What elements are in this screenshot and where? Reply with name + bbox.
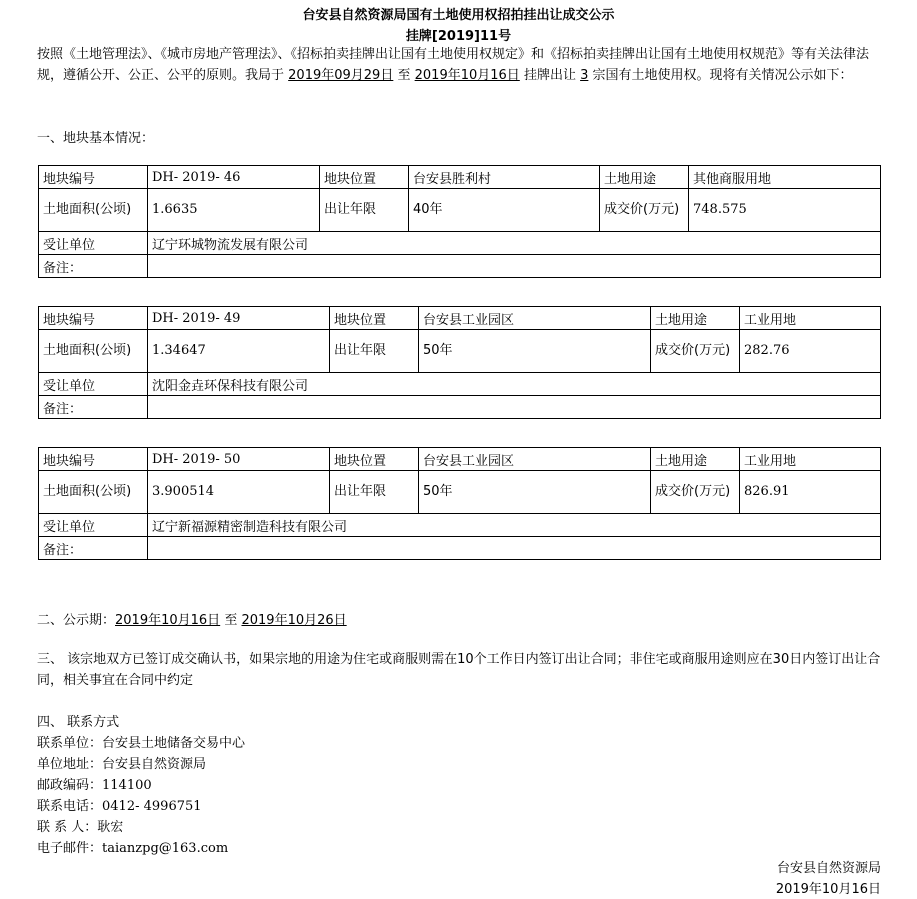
section2-end: 2019年10月26日 <box>241 613 347 628</box>
area-value: 1.34647 <box>148 330 330 373</box>
term-value: 40年 <box>409 189 600 232</box>
intro-count: 3 <box>580 68 589 83</box>
intro-start-date: 2019年09月29日 <box>288 68 394 83</box>
transferee-label: 受让单位 <box>39 232 148 255</box>
price-label: 成交价(万元) <box>600 189 689 232</box>
section3-paragraph: 三、 该宗地双方已签订成交确认书，如果宗地的用途为住宅或商服则需在10个工作日内签订出让合同；非住宅或商服用途则应在30日内签订出让合同，相关事宜在合同中约定 <box>37 652 881 688</box>
section2-line <box>37 609 347 628</box>
table-row <box>39 471 881 514</box>
area-label: 土地面积(公顷) <box>39 471 148 514</box>
use-label: 土地用途 <box>651 307 740 330</box>
intro-paragraph <box>37 44 882 86</box>
use-value: 其他商服用地 <box>689 166 881 189</box>
transferee-value: 辽宁新福源精密制造科技有限公司 <box>148 514 881 537</box>
use-value: 工业用地 <box>740 307 881 330</box>
intro-text-before: 按照《土地管理法》、《城市房地产管理法》、《招标拍卖挂牌出让国有土地使用权规定》和《招标拍卖挂牌出让国有土地使用权规范》等有关法律法规，遵循公开、公正、公平的原则。我局于 <box>37 47 870 83</box>
location-value: 台安县工业园区 <box>419 307 651 330</box>
plot-no-label: 地块编号 <box>39 448 148 471</box>
transferee-value: 沈阳金垚环保科技有限公司 <box>148 373 881 396</box>
plot-no-label: 地块编号 <box>39 166 148 189</box>
remark-value <box>148 396 881 419</box>
term-label: 出让年限 <box>320 189 409 232</box>
table-row <box>39 330 881 373</box>
remark-value <box>148 537 881 560</box>
location-value: 台安县工业园区 <box>419 448 651 471</box>
table-row <box>39 255 881 278</box>
intro-mid: 挂牌出让 <box>523 68 576 83</box>
footer-date: 2019年10月16日 <box>775 882 881 897</box>
transferee-label: 受让单位 <box>39 514 148 537</box>
postcode-label: 邮政编码： <box>37 778 103 793</box>
email-value: taianzpg@163.com <box>102 841 229 856</box>
use-label: 土地用途 <box>600 166 689 189</box>
plot-table-3 <box>38 447 881 560</box>
phone-value: 0412- 4996751 <box>102 799 202 814</box>
location-label: 地块位置 <box>330 448 419 471</box>
price-value: 282.76 <box>740 330 881 373</box>
contact-person: 联 系 人：耿宏 <box>37 820 124 835</box>
price-label: 成交价(万元) <box>651 330 740 373</box>
contact-address: 单位地址：台安县自然资源局 <box>37 757 207 772</box>
term-value: 50年 <box>419 471 651 514</box>
contact-unit: 联系单位：台安县土地储备交易中心 <box>37 736 246 751</box>
plot-no-value: DH- 2019- 46 <box>148 166 320 189</box>
contact-phone-line <box>37 795 202 814</box>
section1-heading: 一、地块基本情况： <box>37 131 155 146</box>
area-value: 1.6635 <box>148 189 320 232</box>
price-value: 826.91 <box>740 471 881 514</box>
transferee-label: 受让单位 <box>39 373 148 396</box>
term-value: 50年 <box>419 330 651 373</box>
table-row <box>39 514 881 537</box>
location-label: 地块位置 <box>330 307 419 330</box>
table-row <box>39 189 881 232</box>
section4-heading: 四、 联系方式 <box>37 715 120 730</box>
remark-value <box>148 255 881 278</box>
phone-label: 联系电话： <box>37 799 103 814</box>
table-row <box>39 396 881 419</box>
location-value: 台安县胜利村 <box>409 166 600 189</box>
transferee-value: 辽宁环城物流发展有限公司 <box>148 232 881 255</box>
footer-org: 台安县自然资源局 <box>776 861 881 876</box>
document-title: 台安县自然资源局国有土地使用权招拍挂出让成交公示 <box>302 8 615 23</box>
plot-no-value: DH- 2019- 49 <box>148 307 330 330</box>
plot-table-2 <box>38 306 881 419</box>
plot-table-1 <box>38 165 881 278</box>
use-value: 工业用地 <box>740 448 881 471</box>
document-number: 挂牌[2019]11号 <box>405 29 512 44</box>
location-label: 地块位置 <box>320 166 409 189</box>
area-label: 土地面积(公顷) <box>39 330 148 373</box>
remark-label: 备注： <box>39 396 148 419</box>
email-label: 电子邮件： <box>37 841 103 856</box>
use-label: 土地用途 <box>651 448 740 471</box>
table-row <box>39 307 881 330</box>
table-row <box>39 166 881 189</box>
table-row <box>39 373 881 396</box>
contact-email-line <box>37 837 228 856</box>
contact-postcode-line <box>37 774 152 793</box>
table-row <box>39 448 881 471</box>
intro-text-after: 宗国有土地使用权。现将有关情况公示如下： <box>592 68 853 83</box>
plot-no-value: DH- 2019- 50 <box>148 448 330 471</box>
area-label: 土地面积(公顷) <box>39 189 148 232</box>
term-label: 出让年限 <box>330 471 419 514</box>
intro-end-date: 2019年10月16日 <box>414 68 520 83</box>
price-value: 748.575 <box>689 189 881 232</box>
table-row <box>39 232 881 255</box>
section2-start: 2019年10月16日 <box>115 613 221 628</box>
intro-to: 至 <box>397 68 411 83</box>
postcode-value: 114100 <box>102 778 152 793</box>
remark-label: 备注： <box>39 537 148 560</box>
area-value: 3.900514 <box>148 471 330 514</box>
section2-to: 至 <box>224 613 238 628</box>
plot-no-label: 地块编号 <box>39 307 148 330</box>
remark-label: 备注： <box>39 255 148 278</box>
price-label: 成交价(万元) <box>651 471 740 514</box>
section2-label: 二、公示期： <box>37 613 116 628</box>
term-label: 出让年限 <box>330 330 419 373</box>
table-row <box>39 537 881 560</box>
